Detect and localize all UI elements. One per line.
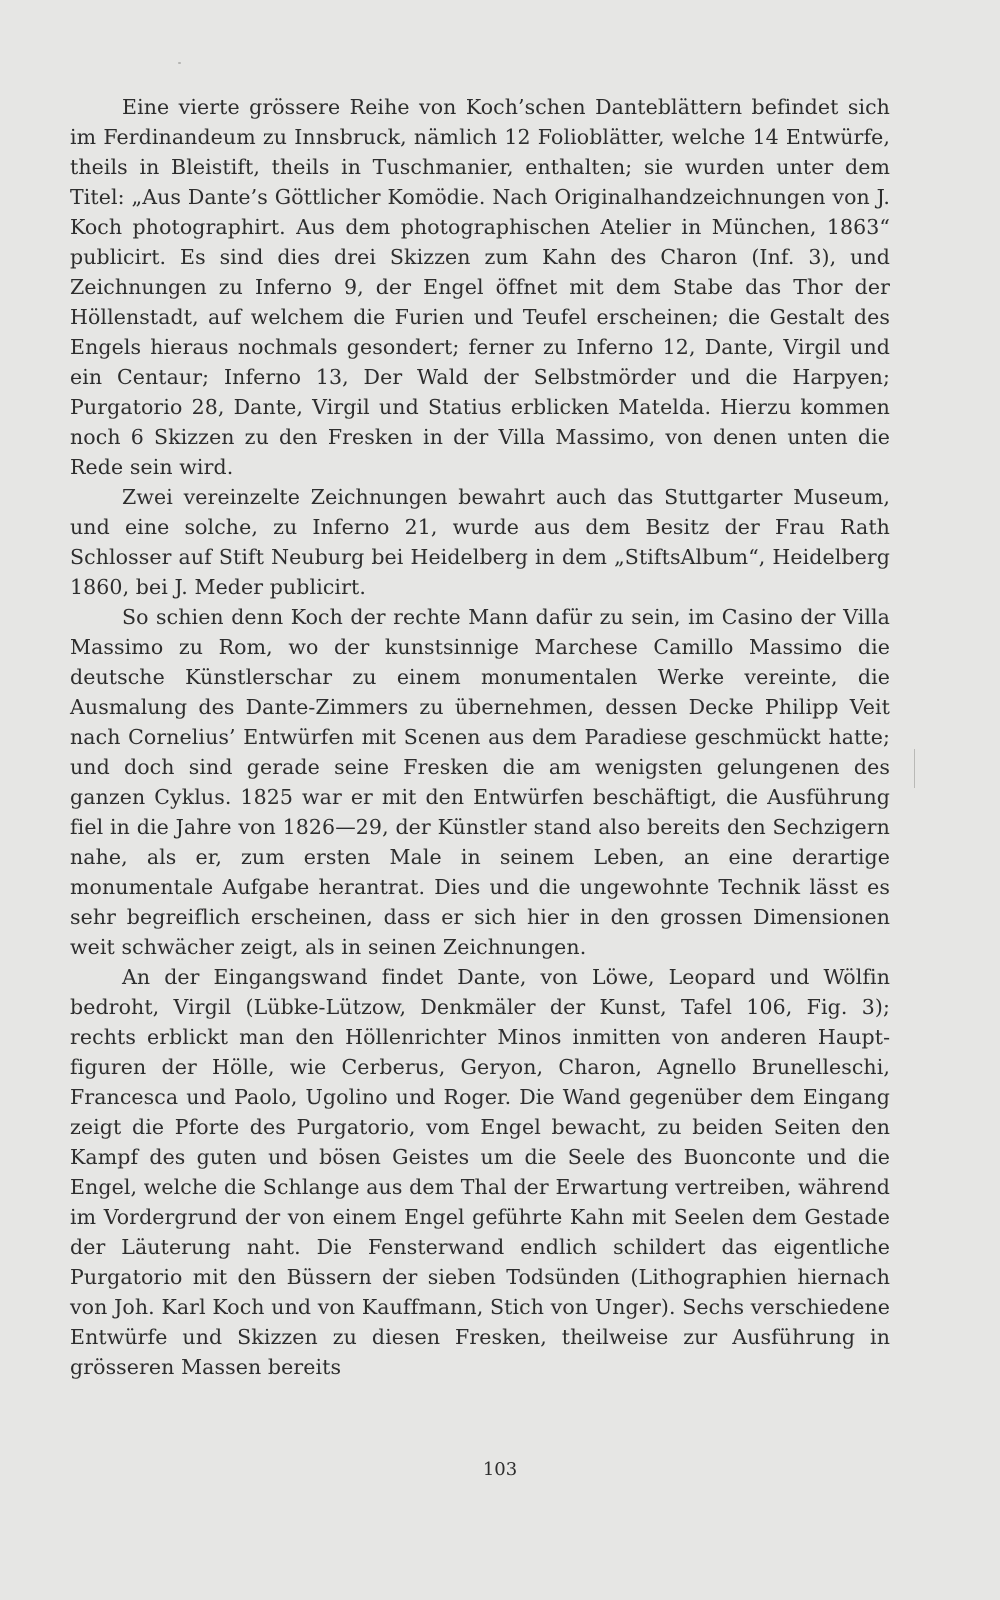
- body-text: [70, 92, 890, 1382]
- paragraph-4: An der Eingangswand findet Dante, von Löwe, Leopard und Wölfin bedroht, Virgil (Lübke-Lützow, Denkmäler der Kunst, Tafel 106, Fig. 3); rechts erblickt man den Höllenrichter Minos inmitten von anderen Hauptfiguren der Hölle, wie Cerberus, Geryon, Charon, Agnello Brunelleschi, Francesca und Paolo, Ugolino und Roger. Die Wand gegenüber dem Eingang zeigt die Pforte des Purgatorio, vom Engel bewacht, zu beiden Seiten den Kampf des guten und bösen Geistes um die Seele des Buonconte und die Engel, welche die Schlange aus dem Thal der Erwartung vertreiben, während im Vordergrund der von einem Engel geführte Kahn mit Seelen dem Gestade der Läuterung naht. Die Fensterwand endlich schildert das eigentliche Purgatorio mit den Büssern der sieben Todsünden (Lithographien hiernach von Joh. Karl Koch und von Kauffmann, Stich von Unger). Sechs verschiedene Entwürfe und Skizzen zu diesen Fresken, theilweise zur Ausführung in grösseren Massen bereits: [70, 965, 890, 1379]
- margin-mark: [914, 749, 915, 788]
- paragraph-3: So schien denn Koch der rechte Mann dafür zu sein, im Casino der Villa Massimo zu Rom, wo der kunstsinnige Marchese Camillo Massimo die deutsche Künstlerschar zu einem monumentalen Werke vereinte, die Ausmalung des Dante-Zimmers zu übernehmen, dessen Decke Philipp Veit nach Cornelius’ Entwürfen mit Scenen aus dem Paradiese geschmückt hatte; und doch sind gerade seine Fresken die am wenigsten gelungenen des ganzen Cyklus. 1825 war er mit den Entwürfen beschäftigt, die Ausführung fiel in die Jahre von 1826—29, der Künstler stand also bereits den Sechzigern nahe, als er, zum ersten Male in seinem Leben, an eine derartige monumentale Aufgabe herantrat. Dies und die ungewohnte Technik lässt es sehr begreiflich erscheinen, dass er sich hier in den grossen Dimensionen weit schwächer zeigt, als in seinen Zeichnungen.: [70, 605, 890, 959]
- page-number: 103: [482, 1459, 518, 1480]
- paragraph-2: Zwei vereinzelte Zeichnungen bewahrt auch das Stuttgarter Museum, und eine solche, zu Inferno 21, wurde aus dem Besitz der Frau Rath Schlosser auf Stift Neuburg bei Heidelberg in dem „StiftsAlbum“, Heidelberg 1860, bei J. Meder publicirt.: [70, 485, 890, 599]
- paper-speck: [178, 62, 181, 64]
- paragraph-1: Eine vierte grössere Reihe von Koch’schen Danteblättern befindet sich im Ferdinandeum zu Innsbruck, nämlich 12 Folioblätter, welche 14 Entwürfe, theils in Bleistift, theils in Tuschmanier, enthalten; sie wurden unter dem Titel: „Aus Dante’s Göttlicher Komödie. Nach Originalhandzeichnungen von J. Koch photographirt. Aus dem photographischen Atelier in München, 1863“ publicirt. Es sind dies drei Skizzen zum Kahn des Charon (Inf. 3), und Zeichnungen zu Inferno 9, der Engel öffnet mit dem Stabe das Thor der Höllenstadt, auf welchem die Furien und Teufel erscheinen; die Gestalt des Engels hieraus nochmals gesondert; ferner zu Inferno 12, Dante, Virgil und ein Centaur; Inferno 13, Der Wald der Selbstmörder und die Harpyen; Purgatorio 28, Dante, Virgil und Statius erblicken Matelda. Hierzu kommen noch 6 Skizzen zu den Fresken in der Villa Massimo, von denen unten die Rede sein wird.: [70, 95, 890, 479]
